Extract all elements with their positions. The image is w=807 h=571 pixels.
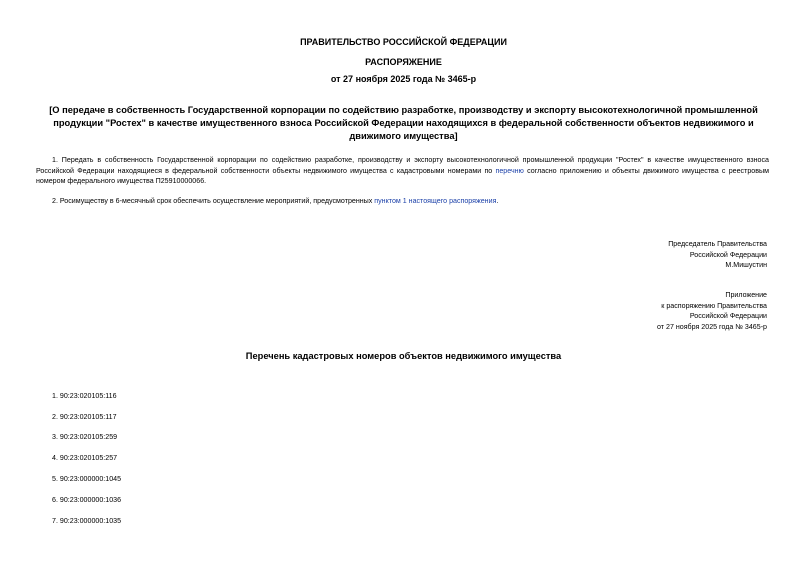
paragraph-2-text-after: . — [496, 197, 499, 205]
list-item: 4. 90:23:020105:257 — [52, 454, 118, 462]
appendix-line-3: Российской Федерации — [689, 312, 767, 320]
list-item: 7. 90:23:000000:1035 — [52, 517, 122, 525]
appendix-line-2: к распоряжению Правительства — [661, 301, 767, 310]
clause-1-link[interactable]: пунктом 1 настоящего распоряжения — [374, 197, 497, 205]
appendix-block — [657, 290, 767, 332]
signature-line-1: Председатель Правительства — [668, 240, 767, 248]
list-item: 1. 90:23:020105:116 — [52, 392, 117, 400]
paragraph-1-text-after: согласно приложению и объекты движимого имущества с реестровым номером федерального имущества П25910000066. — [36, 166, 769, 185]
list-item: 5. 90:23:000000:1045 — [52, 475, 122, 483]
list-item: 2. 90:23:020105:117 — [52, 413, 117, 421]
signature-line-3: М.Мишустин — [725, 261, 767, 269]
document-date-number: от 27 ноября 2025 года № 3465-р — [330, 74, 477, 84]
paragraph-1 — [36, 155, 769, 187]
signature-block — [668, 239, 767, 271]
paragraph-1-text-before: 1. Передать в собственность Государственной корпорации по содействию разработке, производству и экспорту высокотехнологичной промышленной продукции "Ростех" в качестве имущественного взноса Российской Федерации находящиеся в федеральной собственности объекты недвижимого имущества с кадастровыми номерами по — [36, 156, 769, 175]
paragraph-2 — [36, 196, 769, 207]
appendix-line-1: Приложение — [725, 291, 767, 299]
document-title: [О передаче в собственность Государственной корпорации по содействию разработке, производству и экспорту высокотехнологичной промышленной продукции "Ростех" в качестве имущественного взноса Российской Федерации находящихся в федеральной собственности объектов недвижимого и движимого имущества] — [49, 105, 758, 141]
paragraph-2-text-before: 2. Росимуществу в 6-месячный срок обеспечить осуществление мероприятий, предусмотренных — [52, 197, 375, 205]
document-type: РАСПОРЯЖЕНИЕ — [365, 57, 442, 67]
list-link[interactable]: перечню — [495, 166, 524, 175]
signature-line-2: Российской Федерации — [689, 250, 767, 259]
list-item: 3. 90:23:020105:259 — [52, 433, 118, 441]
government-heading: ПРАВИТЕЛЬСТВО РОССИЙСКОЙ ФЕДЕРАЦИИ — [300, 37, 507, 47]
appendix-line-4: от 27 ноября 2025 года № 3465-р — [656, 322, 767, 331]
list-item: 6. 90:23:000000:1036 — [52, 496, 122, 504]
list-title: Перечень кадастровых номеров объектов недвижимого имущества — [245, 351, 562, 361]
